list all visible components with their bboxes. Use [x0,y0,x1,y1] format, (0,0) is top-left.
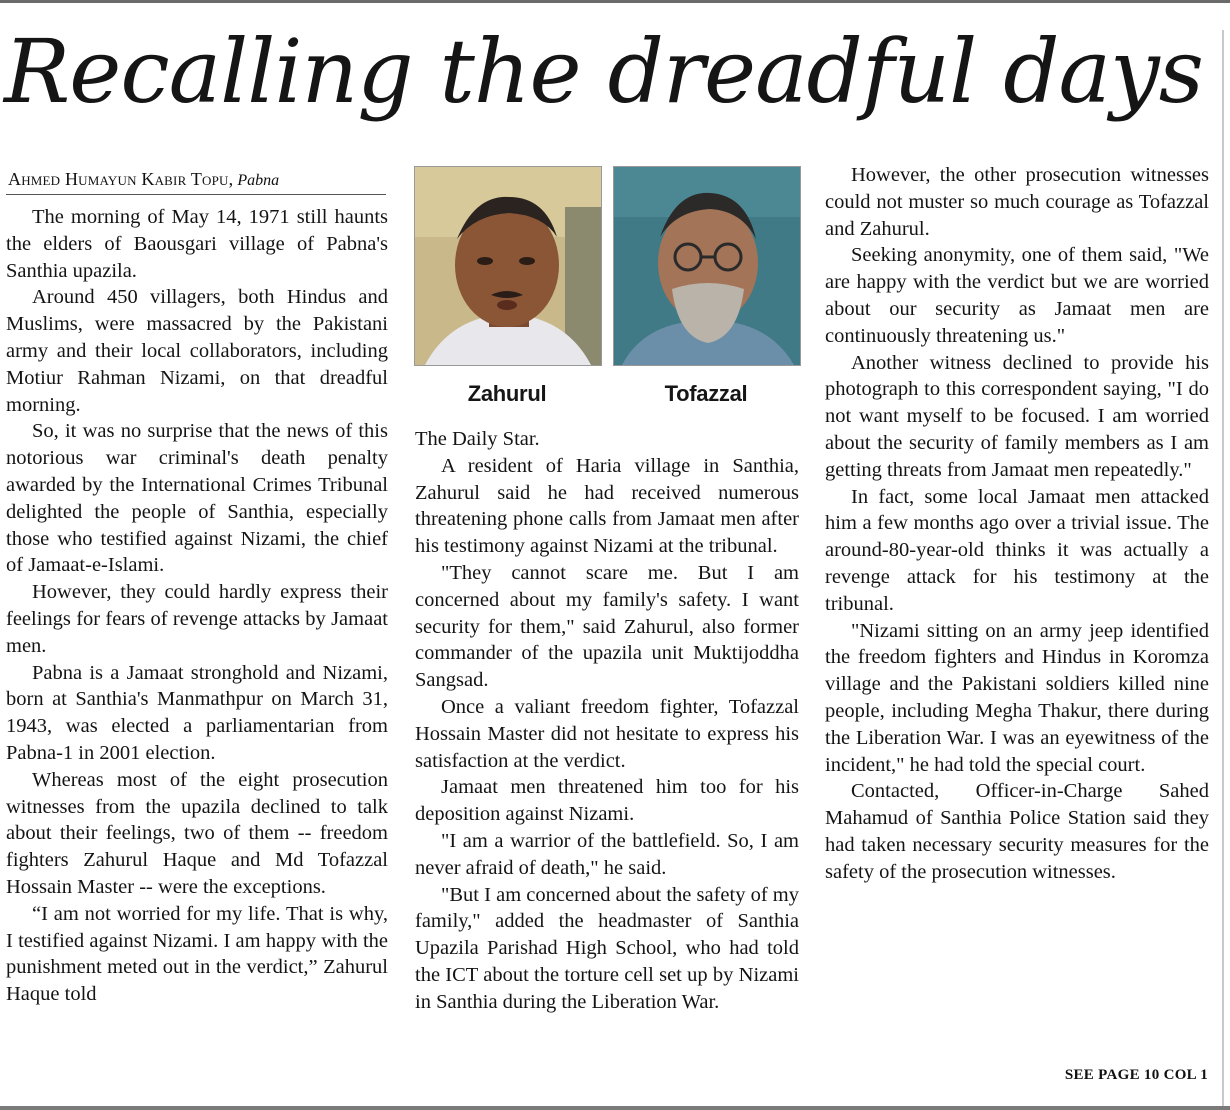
byline-divider [6,194,386,195]
photo-caption-tofazzal: Tofazzal [664,381,748,406]
headline: Recalling the dreadful days [4,20,1203,123]
paragraph: However, they could hardly express their feelings for fears of revenge attacks by Jamaat men. [6,581,388,657]
byline [8,168,388,190]
article-column-1 [6,204,388,1008]
paragraph: Contacted, Officer-in-Charge Sahed Mahamud of Santhia Police Station said they had taken necessary security measures for the safety of the prosecution witnesses. [825,780,1209,883]
tofazzal-portrait [614,167,800,365]
article-column-2 [415,426,799,1016]
zahurul-portrait [415,167,601,365]
byline-location: Pabna [237,172,280,189]
paragraph: The morning of May 14, 1971 still haunts the elders of Baousgari village of Pabna's Santhia upazila. [6,206,388,282]
continued-on-page-line: SEE PAGE 10 COL 1 [1064,1067,1208,1083]
paragraph: Around 450 villagers, both Hindus and Muslims, were massacred by the Pakistani army and their local collaborators, including Motiur Rahman Nizami, on that dreadful morning. [6,286,388,416]
paragraph: "They cannot scare me. But I am concerned about my family's safety. I want security for them," said Zahurul, also former commander of the upazila unit Muktijoddha Sangsad. [415,561,799,692]
byline-author: Ahmed Humayun Kabir Topu, [8,169,234,189]
bottom-border [0,1106,1230,1110]
paragraph: Whereas most of the eight prosecution witnesses from the upazila declined to talk about their feelings, two of them -- freedom fighters Zahurul Haque and Md Tofazzal Hossain Master -- were the exceptions. [6,768,388,898]
article-column-3 [825,162,1209,886]
paragraph: So, it was no surprise that the news of this notorious war criminal's death penalty awarded by the International Crimes Tribunal delighted the people of Santhia, especially those who testified against Nizami, the chief of Jamaat-e-Islami. [6,420,388,577]
paragraph: “I am not worried for my life. That is why, I testified against Nizami. I am happy with the punishment meted out in the verdict,” Zahurul Haque told [6,902,388,1006]
paragraph: "But I am concerned about the safety of my family," added the headmaster of Santhia Upazila Parishad High School, who had told the ICT about the torture cell set up by Nizami in Santhia during the Liberation War. [415,883,799,1013]
paragraph: However, the other prosecution witnesses could not muster so much courage as Tofazzal and Zahurul. [825,164,1209,240]
paragraph: A resident of Haria village in Santhia, Zahurul said he had received numerous threatening phone calls from Jamaat men after his testimony against Nizami at the tribunal. [415,454,799,558]
top-border [0,0,1230,3]
zahurul-photo [414,166,602,366]
paragraph: "Nizami sitting on an army jeep identified the freedom fighters and Hindus in Koromza village and the Pakistani soldiers killed nine people, including Megha Thakur, there during the Liberation War. I was an eyewitness of the incident," he had told the special court. [825,619,1209,776]
paragraph: Seeking anonymity, one of them said, "We are happy with the verdict but we are worried about our security as Jamaat men are continuously threatening us." [825,244,1209,347]
paragraph: Another witness declined to provide his photograph to this correspondent saying, "I do not want myself to be focused. I am worried about the security of family members as I am getting threats from Jamaat men repeatedly." [825,351,1209,481]
paragraph: Once a valiant freedom fighter, Tofazzal Hossain Master did not hesitate to express his satisfaction at the verdict. [415,695,799,772]
paragraph: In fact, some local Jamaat men attacked him a few months ago over a trivial issue. The around-80-year-old thinks it was actually a revenge attack for his testimony at the tribunal. [825,485,1209,615]
paragraph: Jamaat men threatened him too for his deposition against Nizami. [415,776,799,826]
paragraph: The Daily Star. [415,428,540,450]
right-border [1222,30,1224,1106]
paragraph: "I am a warrior of the battlefield. So, I am never afraid of death," he said. [415,829,799,879]
tofazzal-photo [613,166,801,366]
photo-caption-zahurul: Zahurul [467,381,547,406]
paragraph: Pabna is a Jamaat stronghold and Nizami, born at Santhia's Manmathpur on March 31, 1943, was elected a parliamentarian from Pabna-1 in 2001 election. [6,661,388,764]
